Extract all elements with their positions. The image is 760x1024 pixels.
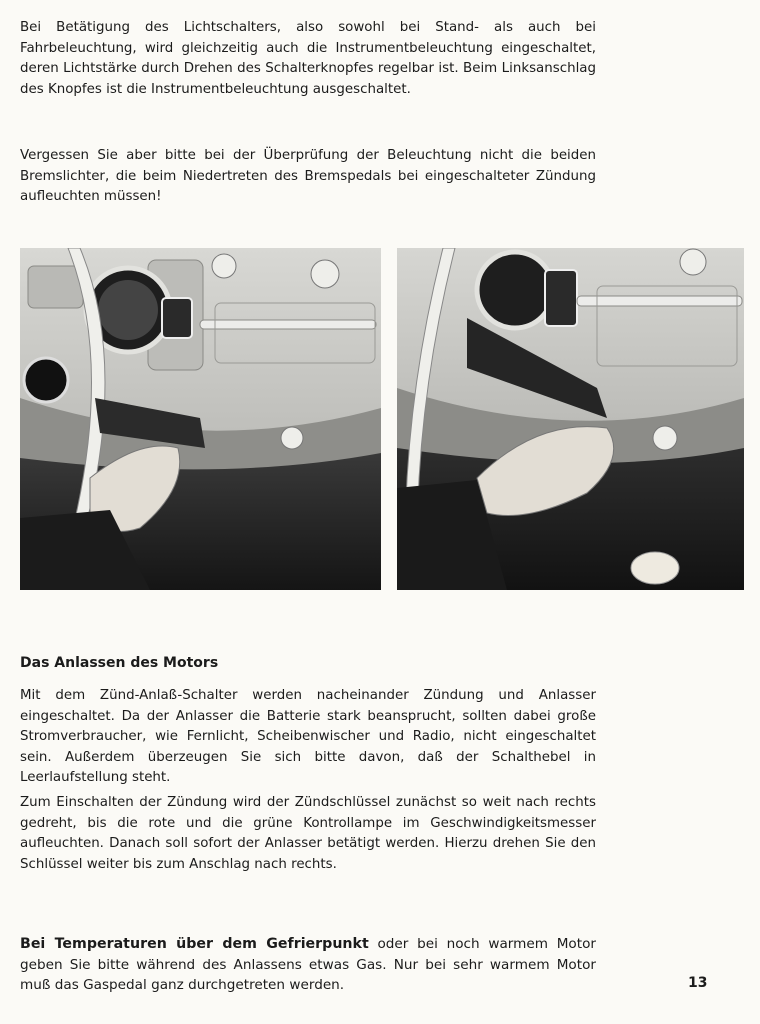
page-number: 13	[688, 975, 708, 991]
photo-ignition-right	[397, 248, 744, 590]
section-heading-starting-engine: Das Anlassen des Motors	[20, 655, 219, 671]
paragraph-light-switch: Bei Betätigung des Lichtschalters, also sowohl bei Stand- als auch bei Fahrbeleuchtung, wird gleichzeitig auch die Instrumentbeleuchtung eingeschaltet, deren Lichtstärke durch Drehen des Schalterknopfes regelbar ist. Beim Linksanschlag des Knopfes ist die Instrumentbeleuchtung ausgeschaltet.	[20, 20, 596, 97]
paragraph-brake-lights: Vergessen Sie aber bitte bei der Überprüfung der Beleuchtung nicht die beiden Bremslichter, die beim Niedertreten des Bremspedals bei eingeschalteter Zündung aufleuchten müssen!	[20, 148, 596, 205]
paragraph-ignition-procedure: Zum Einschalten der Zündung wird der Zündschlüssel zunächst so weit nach rechts gedreht, bis die rote und die grüne Kontrollampe im Geschwindigkeitsmesser aufleuchten. Danach soll sofort der Anlasser betätigt werden. Hierzu drehen Sie den Schlüssel weiter bis zum Anschlag nach rechts.	[20, 795, 596, 872]
paragraph-temperature-rest: oder bei noch warmem Motor geben Sie bitte während des Anlassens etwas Gas. Nur bei sehr warmem Motor muß das Gaspedal ganz durchgetreten werden.	[20, 936, 596, 994]
paragraph-temperature	[20, 934, 596, 996]
photo-ignition-left	[20, 248, 381, 590]
paragraph-temperature-bold: Bei Temperaturen über dem Gefrierpunkt	[20, 936, 369, 952]
paragraph-ignition-starter: Mit dem Zünd-Anlaß-Schalter werden nacheinander Zündung und Anlasser eingeschaltet. Da der Anlasser die Batterie stark beansprucht, sollten dabei große Stromverbraucher, wie Fernlicht, Scheibenwischer und Radio, nicht eingeschaltet sein. Außerdem überzeugen Sie sich bitte davon, daß der Schalthebel in Leerlaufstellung steht.	[20, 688, 596, 786]
